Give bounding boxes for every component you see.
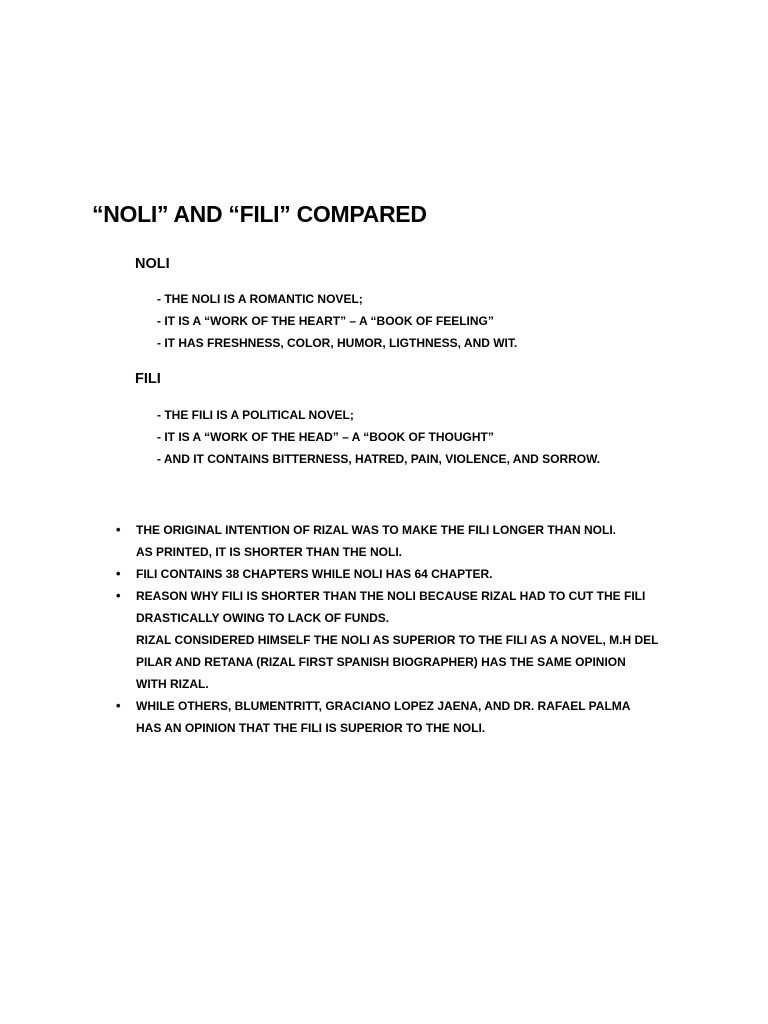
bullet-item-intention <box>114 519 694 563</box>
bullet-line: THE ORIGINAL INTENTION OF RIZAL WAS TO MAKE THE FILI LONGER THAN NOLI. <box>136 523 616 537</box>
list-item: - AND IT CONTAINS BITTERNESS, HATRED, PAIN, VIOLENCE, AND SORROW. <box>157 452 601 466</box>
bullet-line: AS PRINTED, IT IS SHORTER THAN THE NOLI. <box>136 545 403 559</box>
bullet-line: REASON WHY FILI IS SHORTER THAN THE NOLI BECAUSE RIZAL HAD TO CUT THE FILI <box>136 589 646 603</box>
section-heading-noli: NOLI <box>135 256 170 272</box>
bullet-line: HAS AN OPINION THAT THE FILI IS SUPERIOR TO THE NOLI. <box>136 721 486 735</box>
list-item: - THE NOLI IS A ROMANTIC NOVEL; <box>157 292 363 306</box>
bullet-item-others-opinion <box>114 695 694 739</box>
page-title: “NOLI” AND “FILI” COMPARED <box>92 201 427 227</box>
bullet-icon: • <box>116 588 121 603</box>
bullet-icon: • <box>116 698 121 713</box>
bullet-line: DRASTICALLY OWING TO LACK OF FUNDS. <box>136 611 390 625</box>
list-item: - IT HAS FRESHNESS, COLOR, HUMOR, LIGTHNESS, AND WIT. <box>157 336 518 350</box>
bullet-line: FILI CONTAINS 38 CHAPTERS WHILE NOLI HAS 64 CHAPTER. <box>136 567 493 581</box>
bullet-item-reason <box>114 585 694 695</box>
noli-characteristics-list <box>157 288 517 354</box>
bullet-line: WITH RIZAL. <box>136 677 209 691</box>
fili-characteristics-list <box>157 404 600 470</box>
list-item: - THE FILI IS A POLITICAL NOVEL; <box>157 408 354 422</box>
bullet-icon: • <box>116 522 121 537</box>
bullet-icon: • <box>116 566 121 581</box>
list-item: - IT IS A “WORK OF THE HEAD” – A “BOOK OF THOUGHT” <box>157 430 494 444</box>
section-heading-fili: FILI <box>135 371 161 387</box>
bullet-line: WHILE OTHERS, BLUMENTRITT, GRACIANO LOPEZ JAENA, AND DR. RAFAEL PALMA <box>136 699 631 713</box>
bullet-item-chapters <box>114 563 694 585</box>
list-item: - IT IS A “WORK OF THE HEART” – A “BOOK OF FEELING” <box>157 314 494 328</box>
bullet-line: RIZAL CONSIDERED HIMSELF THE NOLI AS SUPERIOR TO THE FILI AS A NOVEL, M.H DEL <box>136 633 659 647</box>
comparison-bullet-list <box>114 519 694 739</box>
bullet-line: PILAR AND RETANA (RIZAL FIRST SPANISH BIOGRAPHER) HAS THE SAME OPINION <box>136 655 626 669</box>
